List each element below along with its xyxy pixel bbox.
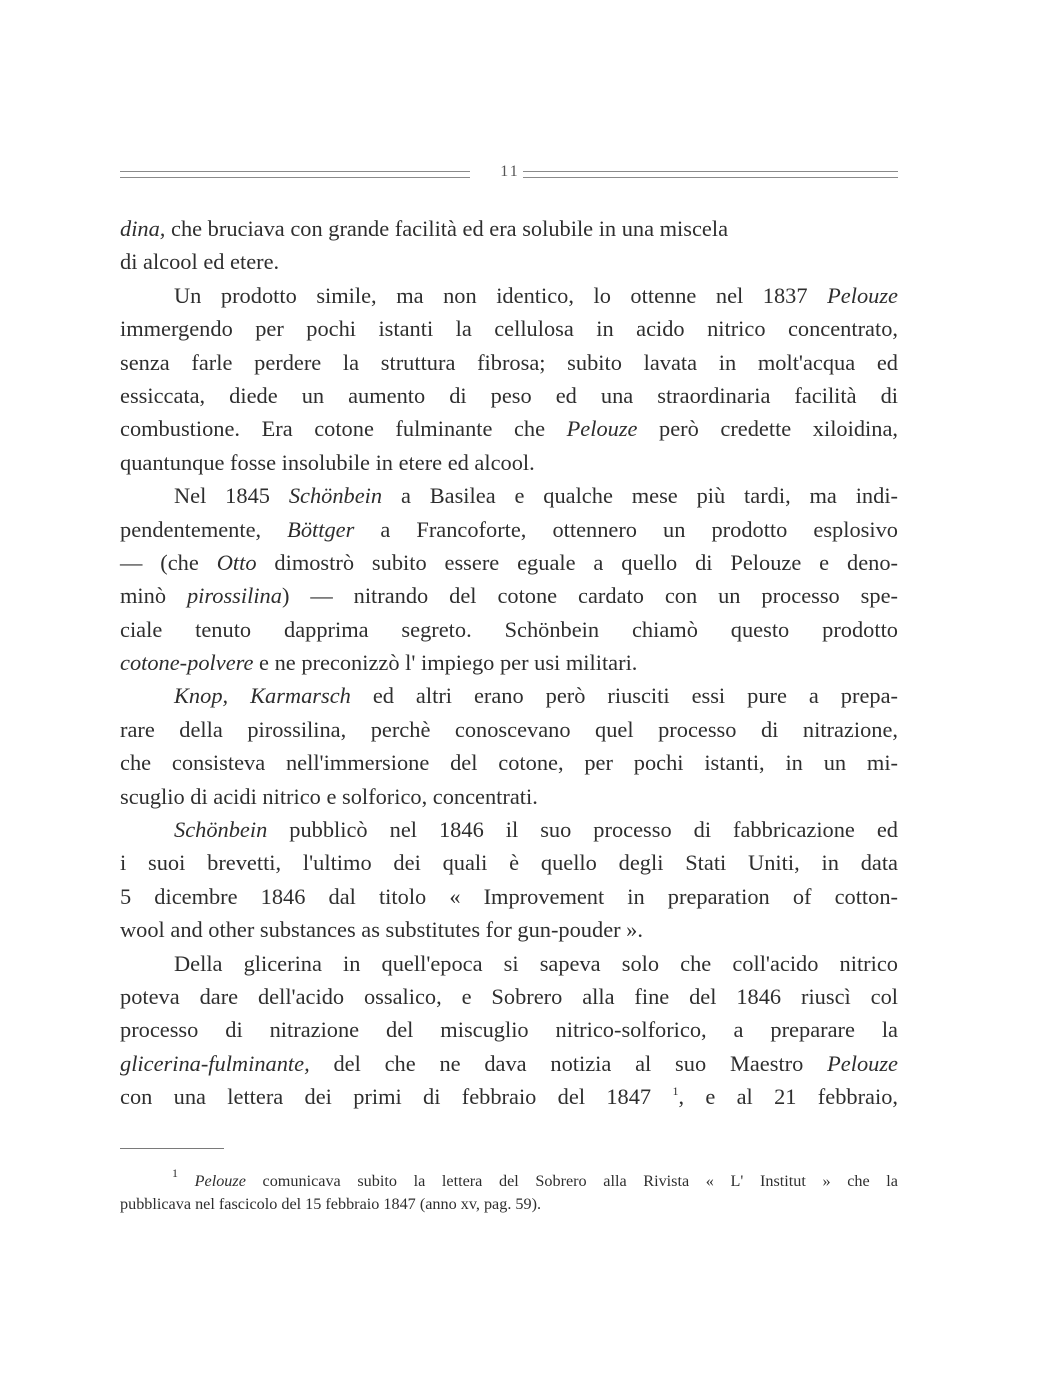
footnote-marker: 1 xyxy=(672,1084,679,1099)
text-run: con una lettera dei primi di febbraio del 1847 xyxy=(120,1084,673,1110)
text-run: dimostrò subito essere eguale a quello di Pelouze e deno- xyxy=(256,549,898,575)
text-line xyxy=(120,613,898,646)
text-line xyxy=(120,212,898,245)
text-run: Un prodotto simile, ma non identico, lo ottenne nel 1837 xyxy=(174,282,828,308)
italic-text: Böttger xyxy=(287,516,355,542)
text-run: che bruciava con grande facilità ed era solubile in una miscela xyxy=(165,216,729,241)
text-line xyxy=(120,312,898,345)
italic-text: cotone-polvere xyxy=(120,650,254,676)
text-run: quantunque fosse insolubile in etere ed alcool. xyxy=(120,449,535,475)
text-line xyxy=(120,245,898,278)
text-line xyxy=(120,746,898,779)
text-line xyxy=(120,913,898,946)
italic-text: Schönbein xyxy=(288,483,383,509)
text-run: immergendo per pochi istanti la cellulosa in acido nitrico concentrato, xyxy=(120,316,898,342)
text-line xyxy=(120,980,898,1013)
italic-text: pirossilina xyxy=(186,583,282,609)
italic-text: Knop, Karmarsch xyxy=(174,683,351,709)
text-run: 5 dicembre 1846 dal titolo « Improvement in preparation of cotton- xyxy=(120,883,898,909)
page-header xyxy=(120,163,898,187)
italic-text: Pelouze xyxy=(827,282,898,308)
text-run: pubblicò nel 1846 il suo processo di fabbricazione ed xyxy=(267,817,898,843)
text-line xyxy=(120,679,898,712)
text-run: però credette xiloidina, xyxy=(637,416,898,442)
italic-text: Pelouze xyxy=(566,416,638,442)
body-text xyxy=(120,212,898,1114)
text-line xyxy=(120,646,898,679)
text-run: pubblicava nel fascicolo del 15 febbraio 1847 (anno xv, pag. 59). xyxy=(120,1195,542,1213)
text-run: , e al 21 febbraio, xyxy=(678,1084,898,1110)
text-run: scuglio di acidi nitrico e solforico, concentrati. xyxy=(120,783,538,809)
header-rule-right xyxy=(523,171,898,178)
text-line xyxy=(120,880,898,913)
text-line xyxy=(120,412,898,445)
text-line xyxy=(120,379,898,412)
footnote-rule xyxy=(120,1148,224,1149)
text-line xyxy=(120,1047,898,1080)
page-number: 11 xyxy=(500,163,520,180)
text-run: senza farle perdere la struttura fibrosa; subito lavata in molt'acqua ed xyxy=(120,349,898,375)
text-run: Nel 1845 xyxy=(174,483,289,509)
text-line xyxy=(120,846,898,879)
text-run: ) — nitrando del cotone cardato con un processo spe- xyxy=(281,583,898,609)
text-line xyxy=(120,713,898,746)
text-line xyxy=(120,479,898,512)
header-rule-left xyxy=(120,171,470,178)
text-run: a Basilea e qualche mese più tardi, ma indi- xyxy=(382,483,898,509)
text-run: wool and other substances as substitutes for gun-pouder ». xyxy=(120,917,643,943)
italic-text: Otto xyxy=(216,549,257,575)
italic-text: Pelouze xyxy=(827,1050,898,1076)
text-run: comunicava subito la lettera del Sobrero alla Rivista « L' Institut » che la xyxy=(245,1172,898,1190)
text-run: Della glicerina in quell'epoca si sapeva solo che coll'acido nitrico xyxy=(174,950,898,976)
text-run xyxy=(178,1172,195,1190)
italic-text: Pelouze xyxy=(194,1172,246,1190)
text-line xyxy=(120,813,898,846)
text-line xyxy=(120,446,898,479)
text-run: che consisteva nell'immersione del cotone, per pochi istanti, in un mi- xyxy=(120,750,898,776)
text-run: ed altri erano però riusciti essi pure a prepa- xyxy=(350,683,898,709)
text-run: rare della pirossilina, perchè conoscevano quel processo di nitrazione, xyxy=(120,716,898,742)
text-run: poteva dare dell'acido ossalico, e Sobrero alla fine del 1846 riuscì col xyxy=(120,983,898,1009)
text-run: combustione. Era cotone fulminante che xyxy=(120,416,567,442)
text-line xyxy=(120,346,898,379)
text-run: pendentemente, xyxy=(120,516,288,542)
text-line xyxy=(120,947,898,980)
text-run: minò xyxy=(120,583,187,609)
text-run: del che ne dava notizia al suo Maestro xyxy=(309,1050,828,1076)
italic-text: dina, xyxy=(120,216,166,241)
text-run: — (che xyxy=(120,549,217,575)
footnote-line xyxy=(120,1166,898,1193)
footnote-text xyxy=(120,1166,898,1216)
text-line xyxy=(120,279,898,312)
text-line xyxy=(120,780,898,813)
text-line xyxy=(120,546,898,579)
text-line xyxy=(120,513,898,546)
text-line xyxy=(120,579,898,612)
text-line xyxy=(120,1080,898,1113)
footnote-line xyxy=(120,1193,898,1216)
text-run: processo di nitrazione del miscuglio nitrico-solforico, a preparare la xyxy=(120,1017,898,1043)
italic-text: Schönbein xyxy=(174,817,268,843)
text-run: i suoi brevetti, l'ultimo dei quali è quello degli Stati Uniti, in data xyxy=(120,850,898,876)
text-run: ciale tenuto dapprima segreto. Schönbein chiamò questo prodotto xyxy=(120,616,898,642)
text-run: e ne preconizzò l' impiego per usi militari. xyxy=(253,650,638,676)
text-line xyxy=(120,1013,898,1046)
footnote-marker: 1 xyxy=(172,1166,178,1180)
text-run: essiccata, diede un aumento di peso ed una straordinaria facilità di xyxy=(120,382,898,408)
text-run: di alcool ed etere. xyxy=(120,249,280,275)
text-run: a Francoforte, ottennero un prodotto esplosivo xyxy=(354,516,898,542)
italic-text: glicerina-fulminante, xyxy=(120,1050,310,1076)
